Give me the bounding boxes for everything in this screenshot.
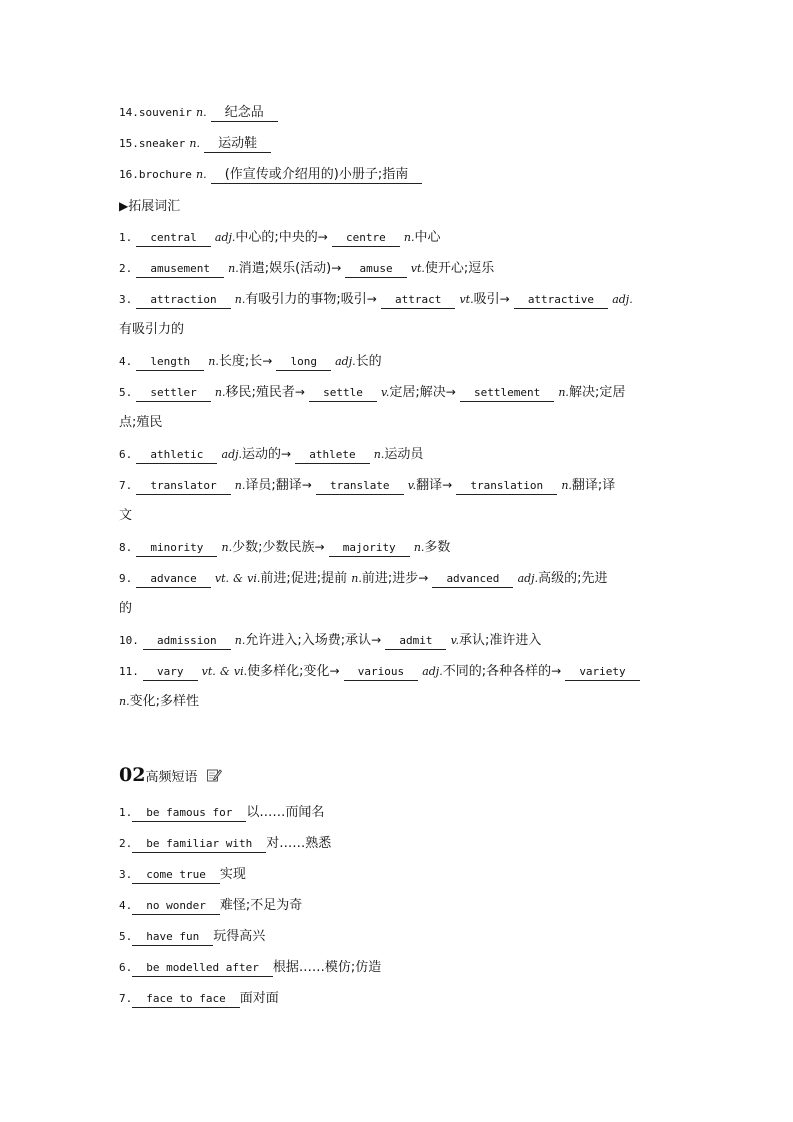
expand-item-7-continued — [119, 505, 679, 536]
part-of-speech: adj. — [517, 572, 539, 585]
answer-blank[interactable]: translate — [316, 478, 404, 495]
meaning: 少数;少数民族 — [232, 540, 315, 555]
ampersand: & — [219, 665, 230, 678]
expand-item-3 — [119, 288, 679, 319]
answer-blank[interactable]: advanced — [432, 571, 513, 588]
answer-blank[interactable]: long — [276, 354, 331, 371]
item-number: 2. — [119, 262, 133, 275]
item-number: 11. — [119, 665, 139, 678]
meaning: 运动的 — [242, 447, 282, 462]
pencil-note-icon — [206, 767, 222, 793]
meaning: 使多样化;变化 — [247, 664, 330, 679]
phrase-item-3 — [119, 864, 679, 895]
answer-blank[interactable]: be modelled after — [132, 960, 273, 977]
item-number: 1. — [119, 806, 133, 819]
part-of-speech: v. — [380, 386, 390, 399]
item-number: 8. — [119, 541, 133, 554]
part-of-speech: n. — [221, 541, 233, 554]
part-of-speech: n. — [196, 168, 207, 181]
answer-blank[interactable]: athletic — [136, 447, 217, 464]
meaning: 点;殖民 — [119, 415, 163, 430]
meaning: 的 — [119, 601, 133, 616]
part-of-speech: vt. — [410, 262, 425, 275]
arrow-icon: → — [314, 540, 325, 554]
meaning: 高级的;先进 — [538, 571, 608, 586]
answer-blank[interactable]: various — [344, 664, 418, 681]
meaning: 前进;促进;提前 — [260, 571, 348, 586]
part-of-speech: n. — [189, 137, 200, 150]
answer-blank[interactable]: come true — [132, 867, 220, 884]
part-of-speech: adj. — [214, 231, 236, 244]
answer-blank[interactable]: be familiar with — [132, 836, 266, 853]
part-of-speech: n. — [403, 231, 415, 244]
answer-blank[interactable]: no wonder — [132, 898, 220, 915]
part-of-speech: n. — [234, 634, 246, 647]
arrow-icon: → — [281, 447, 292, 461]
arrow-icon: → — [331, 261, 342, 275]
expand-item-4 — [119, 350, 679, 381]
meaning: 难怪;不足为奇 — [219, 898, 303, 913]
part-of-speech: n. — [228, 262, 239, 275]
item-number: 10. — [119, 634, 139, 647]
part-of-speech: adj. — [221, 448, 243, 461]
part-of-speech: vt. — [201, 665, 216, 678]
answer-blank[interactable]: settle — [309, 385, 377, 402]
answer-blank[interactable]: face to face — [132, 991, 239, 1008]
answer-blank[interactable]: translator — [136, 478, 230, 495]
part-of-speech: n. — [413, 541, 425, 554]
meaning: 多数 — [424, 540, 451, 555]
meaning: 消遣;娱乐(活动) — [238, 261, 332, 276]
arrow-icon: → — [366, 292, 377, 306]
answer-blank[interactable]: 纪念品 — [211, 105, 278, 122]
answer-blank[interactable]: be famous for — [132, 805, 246, 822]
part-of-speech: n. — [561, 479, 572, 492]
part-of-speech: n. — [119, 695, 130, 708]
item-number: 5. — [119, 930, 133, 943]
item-number: 16. — [119, 168, 139, 181]
phrase-item-6 — [119, 957, 679, 988]
ampersand: & — [233, 572, 243, 585]
arrow-icon: → — [551, 664, 562, 678]
phrase-item-5 — [119, 926, 679, 957]
answer-blank[interactable]: translation — [456, 478, 557, 495]
meaning: 吸引 — [473, 292, 500, 307]
item-number: 9. — [119, 572, 133, 585]
item-number: 6. — [119, 448, 133, 461]
section-heading-phrases — [119, 762, 679, 802]
arrow-icon: → — [294, 385, 305, 399]
meaning: 有吸引力的事物;吸引 — [245, 292, 367, 307]
meaning: 翻译 — [416, 478, 443, 493]
meaning: 变化;多样性 — [129, 694, 199, 709]
meaning: 移民;殖民者 — [225, 385, 295, 400]
answer-blank[interactable]: settlement — [460, 385, 554, 402]
answer-blank[interactable]: centre — [332, 230, 400, 247]
phrase-item-4 — [119, 895, 679, 926]
part-of-speech: adj. — [612, 293, 633, 306]
arrow-icon: → — [445, 385, 456, 399]
part-of-speech: vi. — [233, 665, 248, 678]
answer-blank[interactable]: attraction — [136, 292, 230, 309]
item-number: 15. — [119, 137, 139, 150]
item-number: 4. — [119, 355, 133, 368]
expand-item-5-continued — [119, 412, 679, 443]
meaning: 译员;翻译 — [245, 478, 302, 493]
phrase-item-1 — [119, 802, 679, 833]
triangle-marker-icon: ▶ — [119, 199, 129, 213]
worksheet-content — [119, 102, 679, 1019]
answer-blank[interactable]: (作宣传或介绍用的)小册子;指南 — [211, 167, 423, 184]
item-number: 7. — [119, 479, 133, 492]
answer-blank[interactable]: amuse — [345, 261, 406, 278]
arrow-icon: → — [499, 292, 510, 306]
expand-item-2 — [119, 257, 679, 288]
meaning: 实现 — [219, 867, 246, 882]
part-of-speech: adj. — [422, 665, 443, 678]
expand-item-9 — [119, 567, 679, 598]
answer-blank[interactable]: 运动鞋 — [204, 136, 271, 153]
meaning: 长的 — [355, 354, 382, 369]
meaning: 对……熟悉 — [266, 836, 332, 851]
item-number: 4. — [119, 899, 133, 912]
part-of-speech: vt. — [214, 572, 230, 585]
phrase-item-7 — [119, 988, 679, 1019]
answer-blank[interactable]: length — [136, 354, 204, 371]
item-number: 2. — [119, 837, 133, 850]
expand-item-1 — [119, 226, 679, 257]
meaning: 解决;定居 — [568, 385, 626, 400]
expand-item-6 — [119, 443, 679, 474]
expand-item-11-continued — [119, 691, 679, 722]
arrow-icon: → — [317, 230, 328, 244]
part-of-speech: v. — [450, 634, 459, 647]
vocab-word: souvenir — [138, 106, 192, 119]
section-number: 02 — [119, 764, 146, 786]
answer-blank[interactable]: vary — [143, 664, 198, 681]
part-of-speech: n. — [196, 106, 207, 119]
item-number: 1. — [119, 231, 133, 244]
vocab-item-15 — [119, 133, 679, 164]
item-number: 14. — [119, 106, 139, 119]
expand-item-7 — [119, 474, 679, 505]
meaning: 运动员 — [384, 447, 424, 462]
answer-blank[interactable]: attractive — [514, 292, 608, 309]
item-number: 3. — [119, 293, 133, 306]
meaning: 翻译;译 — [571, 478, 616, 493]
expand-item-8 — [119, 536, 679, 567]
part-of-speech: n. — [351, 572, 362, 585]
part-of-speech: vi. — [247, 572, 261, 585]
expand-heading — [119, 195, 679, 226]
meaning: 文 — [119, 508, 133, 523]
answer-blank[interactable]: have fun — [132, 929, 213, 946]
item-number: 5. — [119, 386, 133, 399]
meaning: 面对面 — [239, 991, 279, 1006]
meaning: 不同的;各种各样的 — [442, 664, 552, 679]
answer-blank[interactable]: central — [136, 230, 210, 247]
meaning: 长度;长 — [218, 354, 263, 369]
part-of-speech: v. — [407, 479, 417, 492]
answer-blank[interactable]: variety — [565, 664, 639, 681]
vocab-item-16 — [119, 164, 679, 195]
item-number: 3. — [119, 868, 133, 881]
meaning: 使开心;逗乐 — [424, 261, 495, 276]
answer-blank[interactable]: athlete — [295, 447, 369, 464]
expand-item-3-continued — [119, 319, 679, 350]
vocab-word: brochure — [138, 168, 192, 181]
vocab-item-14 — [119, 102, 679, 133]
expand-item-9-continued — [119, 598, 679, 629]
answer-blank[interactable]: settler — [136, 385, 210, 402]
expand-item-5 — [119, 381, 679, 412]
part-of-speech: n. — [234, 293, 246, 306]
part-of-speech: adj. — [335, 355, 356, 368]
meaning: 有吸引力的 — [119, 322, 185, 337]
vocab-word: sneaker — [138, 137, 186, 150]
answer-blank[interactable]: admission — [143, 633, 231, 650]
part-of-speech: n. — [208, 355, 219, 368]
section-title: 高频短语 — [145, 770, 198, 785]
phrase-item-2 — [119, 833, 679, 864]
arrow-icon: → — [442, 478, 453, 492]
part-of-speech: n. — [373, 448, 385, 461]
arrow-icon: → — [371, 633, 382, 647]
meaning: 前进;进步 — [361, 571, 419, 586]
expand-item-10 — [119, 629, 679, 660]
part-of-speech: n. — [558, 386, 569, 399]
arrow-icon: → — [301, 478, 312, 492]
arrow-icon: → — [262, 354, 273, 368]
answer-blank[interactable]: admit — [385, 633, 446, 650]
answer-blank[interactable]: attract — [381, 292, 455, 309]
meaning: 以……而闻名 — [246, 805, 325, 820]
part-of-speech: n. — [214, 386, 226, 399]
meaning: 根据……模仿;仿造 — [272, 960, 382, 975]
meaning: 允许进入;入场费;承认 — [245, 633, 372, 648]
meaning: 玩得高兴 — [213, 929, 266, 944]
meaning: 定居;解决 — [389, 385, 446, 400]
part-of-speech: vt. — [459, 293, 474, 306]
meaning: 中心的;中央的 — [235, 230, 318, 245]
answer-blank[interactable]: advance — [136, 571, 210, 588]
arrow-icon: → — [329, 664, 340, 678]
expand-item-11 — [119, 660, 679, 691]
meaning: 中心 — [414, 230, 441, 245]
part-of-speech: n. — [234, 479, 246, 492]
answer-blank[interactable]: amusement — [136, 261, 224, 278]
arrow-icon: → — [418, 571, 429, 585]
answer-blank[interactable]: minority — [136, 540, 217, 557]
item-number: 7. — [119, 992, 133, 1005]
item-number: 6. — [119, 961, 133, 974]
expand-heading-title: 拓展词汇 — [128, 199, 181, 214]
meaning: 承认;准许进入 — [459, 633, 542, 648]
answer-blank[interactable]: majority — [329, 540, 410, 557]
